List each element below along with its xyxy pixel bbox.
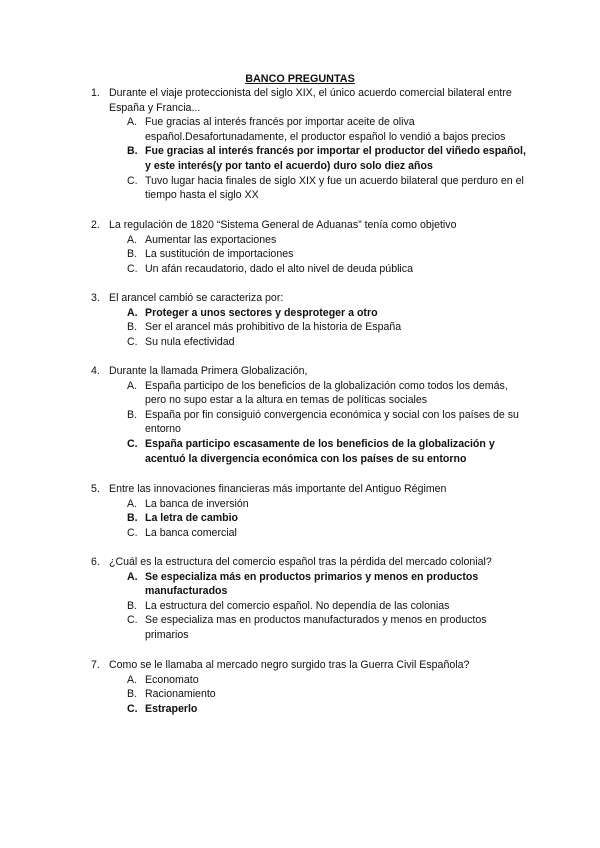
option-letter: B. (127, 512, 138, 525)
option-c (127, 335, 531, 350)
option-text: Se especializa más en productos primarios y menos en productos manufacturados (145, 570, 479, 598)
option-letter: C. (127, 526, 138, 539)
option-c (127, 526, 531, 541)
option-a (127, 306, 531, 321)
option-letter: B. (127, 321, 138, 334)
option-letter: B. (127, 599, 138, 612)
option-text: Su nula efectividad (145, 335, 235, 348)
option-a (127, 379, 531, 408)
options-list (127, 306, 531, 350)
options-list (127, 379, 531, 467)
option-a (127, 233, 531, 248)
option-text: Ser el arancel más prohibitivo de la historia de España (145, 321, 402, 334)
option-text: Estraperlo (145, 702, 198, 715)
option-letter: B. (127, 248, 138, 261)
question-text (91, 555, 531, 570)
option-text: Un afán recaudatorio, dado el alto nivel de deuda pública (145, 262, 413, 275)
option-text: La letra de cambio (145, 512, 239, 525)
option-text: Fue gracias al interés francés por importar aceite de oliva español.Desafortunadamente, el productor español lo vendió a bajos precios (145, 116, 506, 143)
options-list (127, 673, 531, 717)
option-letter: A. (127, 306, 138, 319)
option-text: Racionamiento (145, 688, 216, 701)
options-list (127, 570, 531, 643)
option-text: España participo escasamente de los beneficios de la globalización y acentuó la divergencia económica con los países de su entorno (145, 437, 495, 465)
question-6 (91, 555, 531, 643)
question-3 (91, 291, 531, 349)
option-text: Aumentar las exportaciones (145, 233, 277, 246)
option-a (127, 497, 531, 512)
option-letter: C. (127, 702, 138, 715)
option-text: La estructura del comercio español. No dependía de las colonias (145, 599, 450, 612)
option-letter: C. (127, 174, 138, 187)
option-b (127, 144, 531, 173)
option-text: La banca de inversión (145, 497, 249, 510)
question-5 (91, 482, 531, 540)
options-list (127, 115, 531, 203)
option-a (127, 673, 531, 688)
question-label: Durante la llamada Primera Globalización, (109, 365, 308, 377)
question-number: 7. (91, 659, 100, 671)
question-7 (91, 658, 531, 716)
option-text: Economato (145, 673, 199, 686)
option-text: Se especializa mas en productos manufacturados y menos en productos primarios (145, 614, 487, 641)
option-c (127, 613, 531, 642)
option-b (127, 599, 531, 614)
option-letter: A. (127, 570, 138, 583)
question-number: 3. (91, 292, 100, 304)
question-label: La regulación de 1820 “Sistema General de Aduanas” tenía como objetivo (109, 219, 457, 231)
question-number: 4. (91, 365, 100, 377)
option-text: Proteger a unos sectores y desproteger a otro (145, 306, 378, 319)
option-text: España participo de los beneficios de la globalización como todos los demás, pero no supo estar a la altura en temas de políticas sociales (145, 379, 508, 407)
question-text (91, 364, 531, 379)
option-letter: B. (127, 688, 138, 701)
option-text: Tuvo lugar hacia finales de siglo XIX y fue un acuerdo bilateral que perduro en el tiempo hasta el siglo XX (145, 174, 524, 202)
question-text (91, 86, 531, 115)
option-b (127, 511, 531, 526)
question-text (91, 291, 531, 306)
option-letter: C. (127, 262, 138, 275)
option-letter: B. (127, 408, 138, 421)
question-2 (91, 218, 531, 276)
option-letter: A. (127, 233, 138, 246)
option-c (127, 702, 531, 717)
question-label: El arancel cambió se caracteriza por: (109, 292, 284, 304)
question-label: Como se le llamaba al mercado negro surgido tras la Guerra Civil Española? (109, 659, 470, 671)
option-letter: B. (127, 145, 138, 158)
question-number: 6. (91, 556, 100, 568)
page-title: BANCO PREGUNTAS (245, 73, 355, 85)
option-text: La sustitución de importaciones (145, 248, 294, 261)
option-text: Fue gracias al interés francés por importar el productor del viñedo español, y este interés(y por tanto el acuerdo) duro solo diez años (145, 145, 526, 172)
option-c (127, 437, 531, 466)
question-4 (91, 364, 531, 466)
question-number: 2. (91, 219, 100, 231)
question-text (91, 482, 531, 497)
question-text (91, 658, 531, 673)
option-letter: C. (127, 614, 138, 627)
option-c (127, 262, 531, 277)
question-number: 5. (91, 483, 100, 495)
option-b (127, 320, 531, 335)
option-b (127, 247, 531, 262)
option-c (127, 174, 531, 203)
options-list (127, 497, 531, 541)
option-a (127, 570, 531, 599)
question-text (91, 218, 531, 233)
question-1 (91, 86, 531, 203)
question-label: Entre las innovaciones financieras más importante del Antiguo Régimen (109, 483, 447, 495)
question-number: 1. (91, 87, 100, 99)
option-b (127, 687, 531, 702)
question-label: ¿Cuál es la estructura del comercio español tras la pérdida del mercado colonial? (109, 556, 492, 568)
option-letter: A. (127, 497, 138, 510)
option-text: La banca comercial (145, 526, 237, 539)
options-list (127, 233, 531, 277)
question-label: Durante el viaje proteccionista del siglo XIX, el único acuerdo comercial bilateral entre España y Francia... (109, 87, 512, 114)
option-letter: A. (127, 379, 138, 392)
option-letter: C. (127, 437, 138, 450)
option-letter: A. (127, 673, 138, 686)
option-letter: C. (127, 335, 138, 348)
option-b (127, 408, 531, 437)
option-text: España por fin consiguió convergencia económica y social con los países de su entorno (145, 408, 519, 436)
option-letter: A. (127, 116, 138, 129)
option-a (127, 115, 531, 144)
